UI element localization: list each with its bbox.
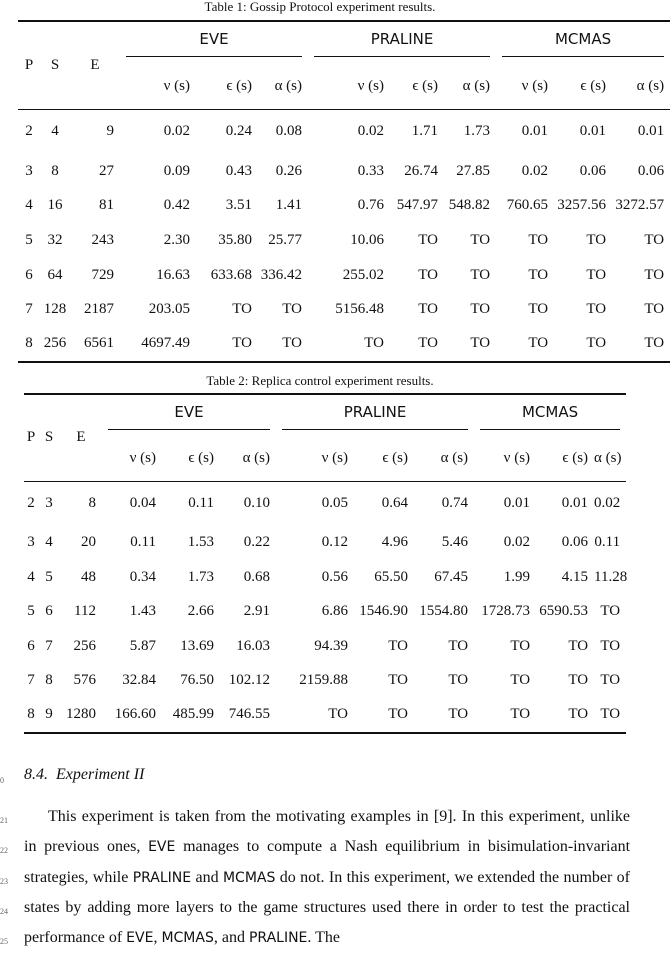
table-cell: TO [600,603,621,620]
table-cell: 5.87 [129,637,156,654]
table-row [18,109,670,154]
table-cell: 0.06 [561,534,589,551]
table-cell: 1.71 [411,123,439,140]
table-cell: TO [388,637,409,654]
cell-s: 9 [38,698,60,733]
table-cell: 0.11 [594,534,621,551]
table-cell: TO [418,231,439,248]
table-cell: 0.11 [130,534,156,551]
table-cell: 11.28 [594,568,628,585]
table-cell: 0.06 [579,162,607,179]
table-cell: 0.74 [441,495,469,511]
table-cell: 2.91 [243,603,271,620]
table-cell: 0.10 [243,495,271,511]
table-cell: 13.69 [180,637,214,654]
table-cell: TO [600,637,621,654]
table-cell: 203.05 [148,301,190,318]
table-cell: 0.26 [275,162,303,179]
cell-p: 4 [27,568,35,585]
cell-e: 2187 [84,301,114,318]
table-cell: 4697.49 [120,327,196,362]
table-cell: 760.65 [506,197,549,214]
cell-s: 16 [47,197,63,214]
cell-e: 576 [73,672,96,689]
table-cell: TO [600,672,621,689]
table-cell: TO [554,327,612,362]
cell-e: 9 [106,123,114,140]
table-row [18,258,670,293]
subcolumn-header: ν (s) [474,437,536,481]
cell-s: 64 [47,266,63,283]
table-cell: 0.02 [594,495,621,511]
cell-p: 2 [27,495,35,511]
subcolumn-header: α (s) [594,437,626,481]
table-cell: 1.99 [503,568,531,585]
table-cell: 3.51 [225,197,252,214]
table-cell: 0.68 [243,568,271,585]
table-cell: 0.12 [321,534,349,551]
table-row [24,481,626,526]
table-row [18,223,670,258]
table-cell: 1546.90 [359,603,409,620]
section-paragraph: This experiment is taken from the motivating examples in [9]. In this experiment, unlike in previous ones, EVE manages to compute a Nash equilibrium in bisimulation-invariant strategies, while PRALINE and MCMAS do not. In this experiment, we extended the number of states by adding more layers to the game structures used there in order to test the practical performance of EVE, MCMAS, and PRALINE. The [24,808,631,947]
col-s-header: S [38,394,60,481]
table-cell: 27.85 [456,162,491,179]
table-cell: 76.50 [180,672,214,689]
table-cell: TO [388,672,409,689]
col-p-header: P [18,21,40,109]
cell-p: 7 [25,301,33,318]
cell-p: 8 [24,698,38,733]
subcolumn-header: ν (s) [102,437,162,481]
table-cell: TO [470,266,491,283]
table-cell: 32.84 [122,672,156,689]
cell-p: 5 [25,231,33,248]
table-cell: 0.22 [243,534,271,551]
table-cell: 5.46 [441,534,469,551]
subcolumn-header: α (s) [414,437,474,481]
table-cell: TO [390,327,444,362]
table-cell: TO [196,327,258,362]
table-cell: 65.50 [374,568,409,585]
table-cell: 0.01 [579,123,607,140]
table-cell: 0.01 [561,495,589,511]
group-eve: EVE [102,394,276,437]
group-praline: PRALINE [308,21,496,65]
table-cell: TO [528,301,549,318]
table-cell: 16.63 [156,266,190,283]
table-cell: 0.01 [637,123,665,140]
cell-e: 27 [99,162,114,179]
table-cell: 0.02 [163,123,190,140]
subcolumn-header: ν (s) [308,65,390,109]
table-cell: 0.01 [503,495,531,511]
subcolumn-header: α (s) [444,65,496,109]
cell-s: 4 [51,123,59,140]
table-cell: 485.99 [162,698,220,733]
table-cell: 1.43 [129,603,156,620]
table-row [18,292,670,327]
table-cell: 4.15 [561,568,589,585]
cell-e: 243 [91,231,114,248]
group-mcmas: MCMAS [496,21,670,65]
table-cell: TO [276,698,354,733]
table-cell: 1.73 [463,123,491,140]
table-cell: TO [282,301,303,318]
subcolumn-header: ϵ (s) [390,65,444,109]
col-p-header: P [24,394,38,481]
table-cell: TO [586,266,607,283]
table-row [24,560,626,595]
table-cell: TO [496,327,554,362]
line-number: 0 [0,776,4,785]
table-cell: 0.05 [321,495,349,511]
cell-p: 7 [27,672,35,689]
table2-caption: Table 2: Replica control experiment results. [206,373,434,388]
table-cell: TO [258,327,308,362]
cell-e: 112 [74,603,96,620]
subcolumn-header: ν (s) [496,65,554,109]
table-cell: 255.02 [342,266,385,283]
table-cell: TO [418,266,439,283]
cell-s: 32 [47,231,63,248]
table-cell: TO [644,266,665,283]
table-cell: 6590.53 [539,603,589,620]
cell-e: 48 [81,568,96,585]
table-cell: TO [470,301,491,318]
table-cell: TO [586,231,607,248]
table-cell: TO [586,301,607,318]
subcolumn-header: ϵ (s) [162,437,220,481]
cell-e: 1280 [60,698,102,733]
section-number: 8.4. [24,766,48,783]
cell-s: 5 [45,568,53,585]
table-row [24,698,626,733]
table-cell: TO [474,698,536,733]
cell-e: 20 [81,534,96,551]
cell-s: 6 [45,603,53,620]
table-cell: 547.97 [396,197,439,214]
table-row [24,526,626,561]
section-heading [24,766,144,784]
table-cell: TO [594,698,626,733]
cell-e: 81 [99,197,114,214]
table-cell: 2.66 [187,603,214,620]
cell-p: 2 [25,123,33,140]
group-praline: PRALINE [276,394,474,437]
cell-p: 3 [27,534,35,551]
cell-e: 6561 [70,327,120,362]
table-cell: 0.11 [188,495,214,511]
table-cell: TO [528,231,549,248]
table-cell: TO [536,698,594,733]
table-cell: TO [510,672,531,689]
table1-caption: Table 1: Gossip Protocol experiment results. [204,0,436,14]
subcolumn-header: α (s) [220,437,276,481]
table-cell: TO [568,637,589,654]
subcolumn-header: α (s) [258,65,308,109]
cell-s: 3 [45,495,53,511]
table-cell: 0.56 [321,568,349,585]
table-cell: 35.80 [218,231,252,248]
table-row [24,595,626,630]
table-cell: 0.34 [129,568,156,585]
cell-p: 6 [25,266,33,283]
table-row [24,629,626,664]
table-cell: 0.02 [521,162,549,179]
table-cell: 3272.57 [615,197,665,214]
table-cell: 0.76 [357,197,385,214]
cell-s: 256 [40,327,70,362]
cell-e: 729 [91,266,114,283]
subcolumn-header: ϵ (s) [354,437,414,481]
table-cell: 0.43 [225,162,252,179]
table-cell: 746.55 [220,698,276,733]
table-cell: 94.39 [314,637,349,654]
cell-s: 8 [51,162,59,179]
table-cell: 6.86 [321,603,349,620]
group-eve: EVE [120,21,308,65]
table-cell: 633.68 [210,266,252,283]
table-cell: 5156.48 [335,301,385,318]
table-cell: TO [644,301,665,318]
table-cell: 67.45 [434,568,469,585]
table-cell: 1.53 [187,534,214,551]
subcolumn-header: ϵ (s) [554,65,612,109]
table-row [18,188,670,223]
table1 [18,20,670,363]
table-cell: 336.42 [260,266,303,283]
table-cell: 1.73 [187,568,214,585]
subcolumn-header: ϵ (s) [196,65,258,109]
table-cell: 102.12 [228,672,271,689]
table-cell: 0.24 [225,123,252,140]
table-cell: 3257.56 [557,197,607,214]
table-cell: 2.30 [163,231,190,248]
table-cell: 0.64 [381,495,409,511]
table-cell: 0.02 [357,123,385,140]
table-cell: TO [612,327,670,362]
table-cell: TO [448,672,469,689]
table2 [24,393,626,734]
table-row [18,327,670,362]
table-cell: TO [308,327,390,362]
table-cell: 0.02 [503,534,531,551]
table-cell: TO [354,698,414,733]
line-number: 23 [0,877,8,886]
table-cell: 16.03 [236,637,271,654]
col-e-header: E [60,394,102,481]
table-cell: 10.06 [350,231,385,248]
table-cell: 0.01 [521,123,549,140]
table-cell: TO [644,231,665,248]
line-number: 25 [0,937,8,946]
table-cell: 0.09 [163,162,190,179]
cell-p: 6 [27,637,35,654]
table-cell: 4.96 [381,534,409,551]
table-cell: TO [448,637,469,654]
table-cell: 0.06 [637,162,665,179]
table-cell: TO [414,698,474,733]
line-number: 21 [0,816,8,825]
cell-s: 128 [43,301,67,318]
table-cell: 2159.88 [299,672,349,689]
table-cell: TO [444,327,496,362]
cell-s: 8 [45,672,53,689]
line-number: 22 [0,846,8,855]
subcolumn-header: α (s) [612,65,670,109]
table-cell: 0.08 [275,123,303,140]
table-cell: TO [470,231,491,248]
table-cell: 1554.80 [419,603,469,620]
table-cell: 548.82 [448,197,491,214]
section-title: Experiment II [56,766,145,783]
cell-e: 256 [73,637,96,654]
table-cell: TO [510,637,531,654]
table-cell: TO [528,266,549,283]
cell-p: 4 [25,197,33,214]
cell-s: 7 [45,637,53,654]
table-cell: 1.41 [275,197,303,214]
col-e-header: E [70,21,120,109]
table-cell: 1728.73 [481,603,531,620]
table-cell: 166.60 [102,698,162,733]
table-cell: TO [418,301,439,318]
cell-s: 4 [45,534,53,551]
table-cell: TO [568,672,589,689]
line-number: 24 [0,907,8,916]
group-mcmas: MCMAS [474,394,626,437]
table-cell: 0.42 [163,197,190,214]
table-cell: 0.33 [357,162,385,179]
table-cell: 0.04 [129,495,156,511]
table-row [24,664,626,699]
table-cell: 25.77 [268,231,303,248]
table-cell: 26.74 [404,162,439,179]
col-s-header: S [40,21,70,109]
subcolumn-header: ϵ (s) [536,437,594,481]
subcolumn-header: ν (s) [120,65,196,109]
table-row [18,154,670,189]
cell-p: 5 [27,603,35,620]
cell-e: 8 [88,495,96,511]
cell-p: 3 [25,162,33,179]
subcolumn-header: ν (s) [276,437,354,481]
cell-p: 8 [18,327,40,362]
table-cell: TO [232,301,252,318]
